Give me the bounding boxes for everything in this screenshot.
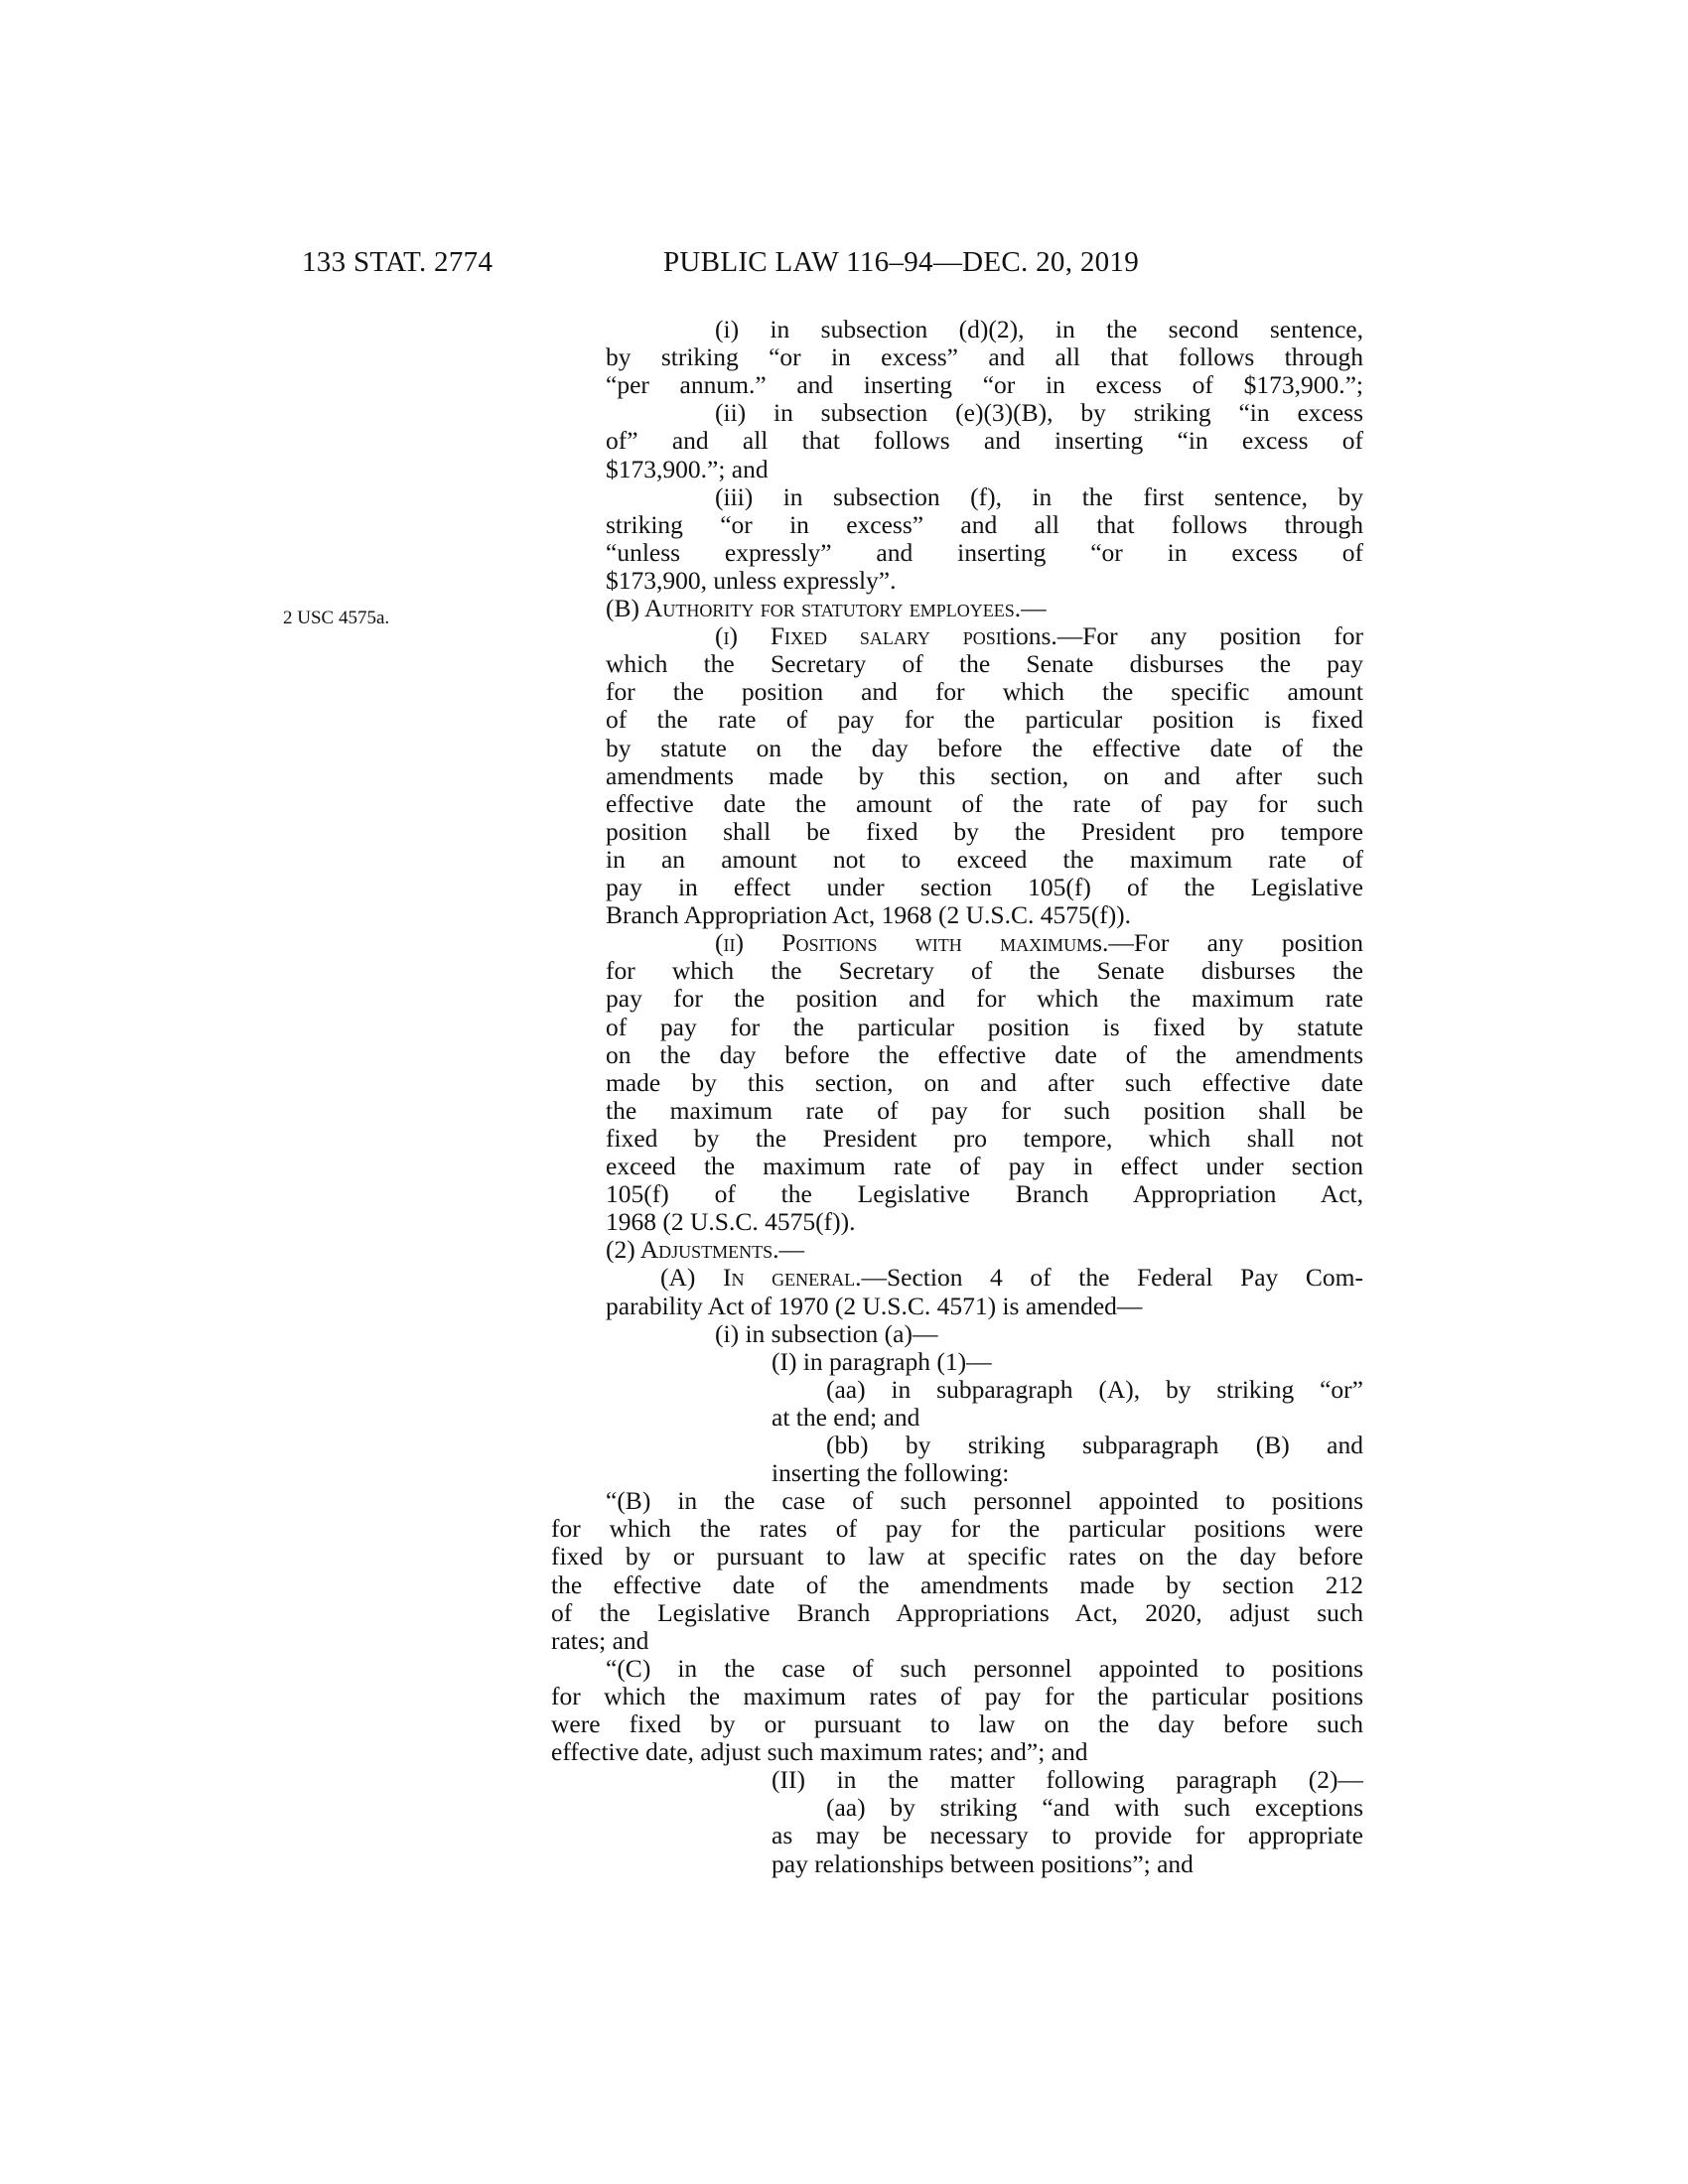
text-line: striking “or in excess” and all that follows through <box>606 510 1363 539</box>
text-line: fixed by the President pro tempore, which shall not <box>606 1124 1363 1153</box>
heading-small-caps: (B) Authority for statutory employees <box>606 594 1015 622</box>
text-line: Branch Appropriation Act, 1968 (2 U.S.C. 4575(f)). <box>606 900 1132 930</box>
text-line: (aa) in subparagraph (A), by striking “or” <box>826 1375 1363 1404</box>
text-line: made by this section, on and after such effective date <box>606 1068 1363 1097</box>
text-line: exceed the maximum rate of pay in effect under section <box>606 1153 1363 1180</box>
text-line: of the Legislative Branch Appropriations Act, 2020, adjust such <box>551 1598 1363 1627</box>
text-line: on the day before the effective date of the amendments <box>606 1040 1363 1069</box>
text-line: “per annum.” and inserting “or in excess of $173,900.”; <box>606 371 1363 400</box>
text-line: “(C) in the case of such personnel appointed to positions <box>606 1654 1363 1683</box>
text-line: (2) Adjustments.— <box>606 1235 805 1265</box>
text-line: inserting the following: <box>772 1458 1010 1488</box>
text-line: $173,900, unless expressly”. <box>606 565 897 595</box>
text-line: $173,900.”; and <box>606 454 769 483</box>
heading-small-caps: (A) In general <box>660 1264 856 1293</box>
text-line: as may be necessary to provide for appropriate <box>772 1822 1363 1850</box>
heading-small-caps: (i) Fixed salary posi <box>715 622 1002 651</box>
text-line: effective date, adjust such maximum rates; and”; and <box>551 1737 1088 1767</box>
text-line: for which the rates of pay for the particular positions were <box>551 1515 1363 1544</box>
text-line: pay in effect under section 105(f) of the Legislative <box>606 874 1363 901</box>
text-line: of the rate of pay for the particular position is fixed <box>606 706 1363 735</box>
text-line: by statute on the day before the effective date of the <box>606 734 1363 762</box>
text-line: the effective date of the amendments made by section 212 <box>551 1570 1363 1599</box>
text-line: (i) in subsection (d)(2), in the second sentence, <box>715 316 1363 343</box>
text-line: the maximum rate of pay for such position shall be <box>606 1096 1363 1125</box>
text-line: rates; and <box>551 1625 649 1655</box>
page-running-title: PUBLIC LAW 116–94—DEC. 20, 2019 <box>663 246 1140 278</box>
text-line: by striking “or in excess” and all that follows through <box>606 343 1363 372</box>
text-line: for which the Secretary of the Senate disburses the <box>606 957 1363 986</box>
text-line: pay relationships between positions”; and <box>772 1848 1194 1878</box>
text-line: parability Act of 1970 (2 U.S.C. 4571) is amended— <box>606 1291 1143 1320</box>
text-line: in an amount not to exceed the maximum rate of <box>606 845 1363 874</box>
text-line: amendments made by this section, on and after such <box>606 761 1363 790</box>
text-line: (A) In general.—Section 4 of the Federal Pay Com- <box>660 1264 1363 1293</box>
text-line: at the end; and <box>772 1402 920 1432</box>
text-line: for the position and for which the specific amount <box>606 678 1363 707</box>
text-line: position shall be fixed by the President pro tempore <box>606 817 1363 846</box>
text-line: of” and all that follows and inserting “in excess of <box>606 427 1363 456</box>
text-line: (bb) by striking subparagraph (B) and <box>826 1432 1363 1459</box>
text-line: which the Secretary of the Senate disburses the pay <box>606 650 1363 679</box>
heading-small-caps: (ii) Positions with maximum <box>715 929 1093 958</box>
margin-citation-note: 2 USC 4575a. <box>283 608 390 628</box>
text-line: effective date the amount of the rate of pay for such <box>606 789 1363 818</box>
text-line: 105(f) of the Legislative Branch Appropriation Act, <box>606 1180 1363 1209</box>
text-line: (iii) in subsection (f), in the first sentence, by <box>715 482 1363 511</box>
text-line: (ii) in subsection (e)(3)(B), by striking “in excess <box>715 399 1363 428</box>
text-line: of pay for the particular position is fixed by statute <box>606 1013 1363 1041</box>
text-line: (i) in subsection (a)— <box>715 1318 938 1348</box>
page-stat-citation: 133 STAT. 2774 <box>302 246 493 278</box>
text-line: (ii) Positions with maximums.—For any position <box>715 929 1363 958</box>
text-line: (II) in the matter following paragraph (2)— <box>772 1766 1363 1795</box>
text-line: pay for the position and for which the maximum rate <box>606 985 1363 1014</box>
text-line: (aa) by striking “and with such exceptions <box>826 1794 1363 1823</box>
text-line: were fixed by or pursuant to law on the day before such <box>551 1710 1363 1738</box>
text-line: (B) Authority for statutory employees.— <box>606 594 1047 622</box>
heading-small-caps: (2) Adjustments. <box>606 1235 779 1265</box>
text-line: “unless expressly” and inserting “or in excess of <box>606 538 1363 567</box>
text-line: “(B) in the case of such personnel appointed to positions <box>606 1487 1363 1516</box>
text-line: (i) Fixed salary positions.—For any position for <box>715 622 1363 651</box>
text-line: fixed by or pursuant to law at specific rates on the day before <box>551 1543 1363 1571</box>
text-line: 1968 (2 U.S.C. 4575(f)). <box>606 1207 856 1237</box>
text-line: for which the maximum rates of pay for the particular positions <box>551 1682 1363 1710</box>
text-line: (I) in paragraph (1)— <box>772 1346 992 1376</box>
